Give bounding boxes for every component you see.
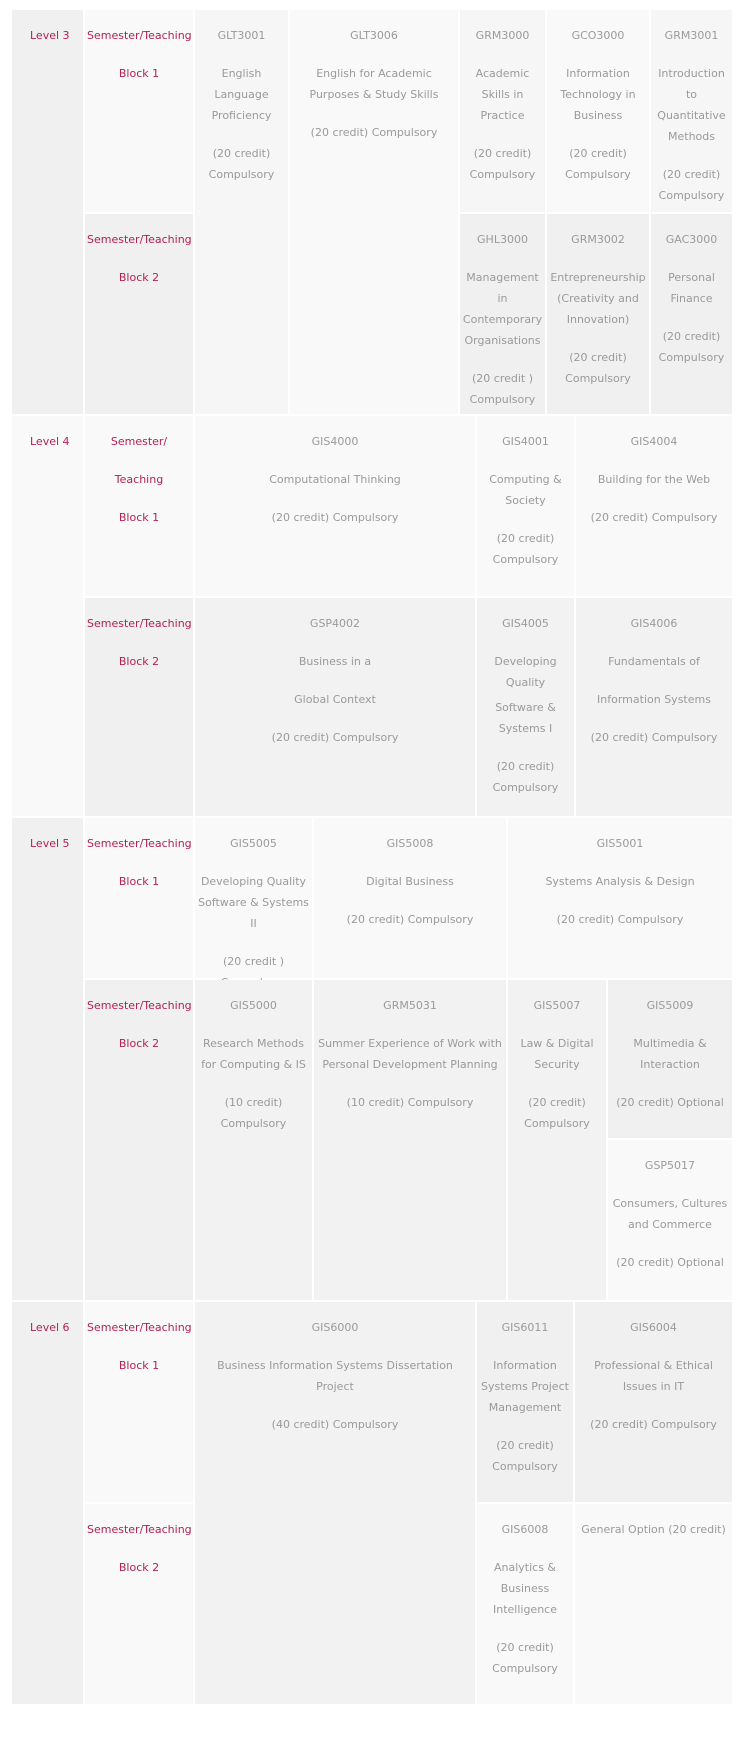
module-cell: GIS5000 Research Methods for Computing & IS (10 credit) Compulsory — [195, 980, 312, 1300]
module-cell: GIS4001 Computing & Society (20 credit) Compulsory — [477, 416, 574, 596]
block-label: Semester/Teaching Block 1 — [85, 818, 193, 978]
module-cell: GIS6004 Professional & Ethical Issues in IT (20 credit) Compulsory — [575, 1302, 732, 1502]
block-label: Semester/Teaching Block 1 — [85, 1302, 193, 1502]
module-cell: GIS4000 Computational Thinking (20 credit) Compulsory — [195, 416, 475, 596]
module-cell: GAC3000 Personal Finance (20 credit) Compulsory — [651, 214, 732, 414]
module-cell: GIS4006 Fundamentals of Information Systems (20 credit) Compulsory — [576, 598, 732, 816]
module-cell: GIS5008 Digital Business (20 credit) Compulsory — [314, 818, 506, 978]
module-cell: GIS5009 Multimedia & Interaction (20 credit) Optional — [608, 980, 732, 1138]
block-label: Semester/Teaching Block 2 — [85, 980, 193, 1300]
module-cell: GIS6011 Information Systems Project Management (20 credit) Compulsory — [477, 1302, 573, 1502]
module-cell: GIS6008 Analytics & Business Intelligence (20 credit) Compulsory — [477, 1504, 573, 1704]
module-cell: GHL3000 Management in Contemporary Organisations (20 credit ) Compulsory — [460, 214, 545, 414]
module-cell: GRM3000 Academic Skills in Practice (20 credit) Compulsory — [460, 10, 545, 212]
level3-modules — [195, 10, 732, 414]
module-cell: General Option (20 credit) — [575, 1504, 732, 1704]
level5-modules — [195, 818, 732, 1300]
module-cell: GRM3002 Entrepreneurship (Creativity and Innovation) (20 credit) Compulsory — [547, 214, 649, 414]
level6-modules — [195, 1302, 732, 1704]
block-label: Semester/Teaching Block 2 — [85, 598, 193, 816]
module-cell: GSP5017 Consumers, Cultures and Commerce (20 credit) Optional — [608, 1140, 732, 1300]
module-cell: GRM5031 Summer Experience of Work with Personal Development Planning (10 credit) Compulsory — [314, 980, 506, 1300]
module-cell: GCO3000 Information Technology in Business (20 credit) Compulsory — [547, 10, 649, 212]
level4-modules — [195, 416, 732, 816]
module-cell: GIS4004 Building for the Web (20 credit) Compulsory — [576, 416, 732, 596]
block-label: Semester/Teaching Block 2 — [85, 214, 193, 414]
level-label: Level 4 — [12, 416, 83, 816]
level-label: Level 3 — [12, 10, 83, 414]
module-cell: GRM3001 Introduction to Quantitative Methods (20 credit) Compulsory — [651, 10, 732, 212]
module-cell: GLT3001 English Language Proficiency (20 credit) Compulsory — [195, 10, 288, 414]
module-cell: GLT3006 English for Academic Purposes & Study Skills (20 credit) Compulsory — [290, 10, 458, 414]
programme-structure-table — [12, 10, 732, 1704]
module-cell: GIS5001 Systems Analysis & Design (20 credit) Compulsory — [508, 818, 732, 978]
module-cell: GIS5005 Developing Quality Software & Systems II (20 credit ) — [195, 818, 312, 978]
module-cell: GIS5007 Law & Digital Security (20 credit) Compulsory — [508, 980, 606, 1300]
level-label: Level 5 — [12, 818, 83, 1300]
block-label: Semester/ Teaching Block 1 — [85, 416, 193, 596]
block-label: Semester/Teaching Block 1 — [85, 10, 193, 212]
module-cell: GSP4002 Business in a Global Context (20 credit) Compulsory — [195, 598, 475, 816]
block-label: Semester/Teaching Block 2 — [85, 1504, 193, 1704]
module-cell: GIS4005 Developing Quality Software & Systems I (20 credit) Compulsory — [477, 598, 574, 816]
module-cell: GIS6000 Business Information Systems Dissertation Project (40 credit) Compulsory — [195, 1302, 475, 1704]
level-label: Level 6 — [12, 1302, 83, 1704]
